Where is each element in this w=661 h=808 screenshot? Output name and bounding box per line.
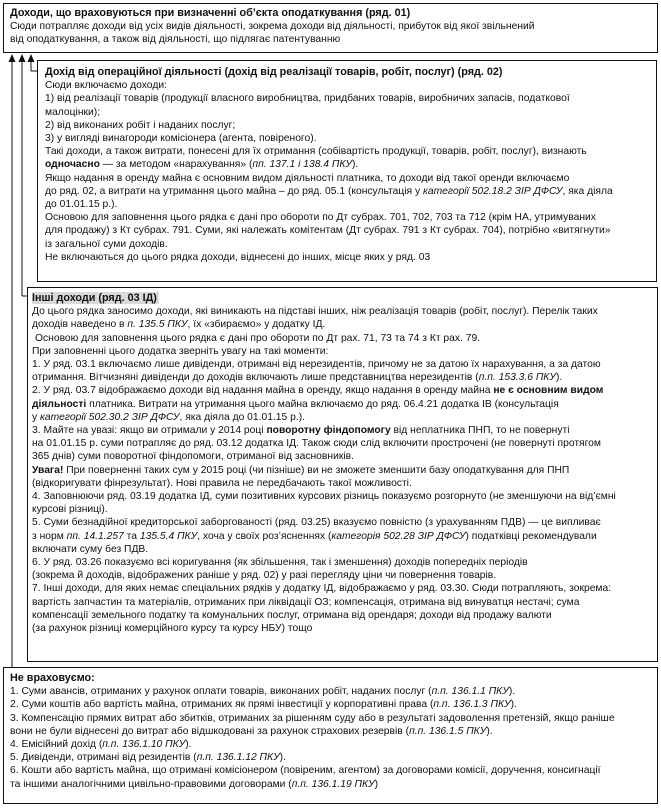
box2-item: 1) від реалізації товарів (продукції власного виробництва, придбаних товарів, виробничих запасів, податкової [45, 93, 570, 105]
box3-item: 1. У ряд. 03.1 включаємо лише дивіденди, отримані від нерезидентів, причому не за датою їх нарахування, а за датою [32, 359, 601, 371]
box3-item: з норм пп. 14.1.257 та 135.5.4 ПКУ, хоча у своїх роз’ясненнях (категорія 502.28 ЗІР ДФСУ) податківці рекомендували [32, 530, 597, 542]
box1-line: Сюди потрапляє доходи від усіх видів діяльності, зокрема доходи від діяльності, прибуток від якої звільнений [10, 21, 535, 33]
box3-item: 6. У ряд. 03.26 показуємо всі коригування (як збільшення, так і зменшення) доходів попередніх періодів [32, 557, 528, 569]
box2-paragraph: одночасно — за методом «нарахування» (пп. 137.1 і 138.4 ПКУ). [45, 159, 359, 171]
box2-paragraph: Основою для заповнення цього рядка є дані про обороти по Дт субрах. 701, 702, 703 та 712 (крім НА, утримуваних [45, 212, 596, 224]
box3-warning: Увага! При поверненні таких сум у 2015 році (чи пізніше) ви не зможете зменшити базу оподаткування для ПНП [32, 464, 570, 476]
arrowhead-right [28, 54, 35, 62]
box3-item: на 01.01.15 р. суми потрапляє до ряд. 03.12 додатка ІД. Також сюди слід включити прострочені (не повернуті протягом [32, 438, 601, 450]
box3-item: отримання. Вітчизняні дивіденди до доходів включають лише представництва нерезидентів (п.п. 153.3.6 ПКУ). [32, 372, 563, 384]
box3-warning: (відкоригувати фінрезультат). Нові правила не передбачають такої можливості. [32, 477, 412, 489]
not-included-item: 2. Суми коштів або вартість майна, отриманих як прямі інвестиції у корпоративні права (п.п. 136.1.3 ПКУ). [10, 699, 517, 711]
box3-item: 365 днів) суми поворотної фіндопомоги, отриманої від засновників. [32, 451, 354, 463]
box2-item: 2) від виконаних робіт і наданих послуг; [45, 119, 236, 131]
box3-item: (за рахунок різниці комерційного курсу та курсу НБУ) тощо [32, 623, 313, 635]
box3-item: вартість запчастин та матеріалів, отриманих при ліквідації ОЗ; компенсація, отримана від винуватця нестачі; сума [32, 596, 580, 608]
not-included-item: та іншими аналогічними цивільно-правовими договорами (п.п. 136.1.19 ПКУ) [10, 778, 379, 790]
operating-income-title: Дохід від операційної діяльності (дохід від реалізації товарів, робіт, послуг) (ряд. 02) [45, 66, 503, 78]
operating-income-box [37, 60, 657, 282]
box3-paragraph: Основою для заповнення цього рядка є дані про обороти по Дт рах. 71, 73 та 74 з Кт рах. 79. [35, 332, 481, 344]
box3-item: включати суму без ПДВ. [32, 543, 149, 555]
arrowhead-left [9, 54, 16, 62]
not-included-item: 1. Суми авансів, отриманих у рахунок оплати товарів, виконаних робіт, наданих послуг (п.п. 136.1.1 ПКУ). [10, 686, 516, 698]
box2-paragraph: до ряд. 02, а витрати на утримання цього майна – до ряд. 05.1 (консультація у категорії 502.18.2 ЗІР ДФСУ, яка діяла [45, 185, 613, 197]
box3-item: у категорії 502.30.2 ЗІР ДФСУ, яка діяла до 01.01.15 р.). [32, 411, 305, 423]
box2-paragraph: Не включаються до цього рядка доходи, віднесені до інших, місце яких у ряд. 03 [45, 251, 431, 263]
not-included-title: Не враховуємо: [10, 672, 95, 684]
box3-item: діяльності платника. Витрати на утримання цього майна включаємо до ряд. 06.4.21 додатка ІВ (консультація [32, 398, 559, 410]
other-income-box [27, 287, 658, 662]
box2-paragraph: до 01.01.15 р.). [45, 199, 118, 211]
box2-paragraph: для продажу) з Кт субрах. 791. Суми, які належать комітентам (Дт субрах. 791 з Кт субрах. 704), потрібно «витягнути» [45, 225, 611, 237]
box3-item: 2. У ряд. 03.7 відображаємо доходи від надання майна в оренду, якщо надання в оренду майна не є основним видом [32, 385, 604, 397]
box3-item: 7. Інші доходи, для яких немає спеціальних рядків у додатку ІД, відображаємо у ряд. 03.30. Сюди потрапляють, зокрема: [32, 583, 612, 595]
box2-intro: Сюди включаємо доходи: [45, 80, 167, 92]
not-included-box [3, 667, 658, 804]
box3-item: (зокрема й доходів, відображених раніше у ряд. 02) у разі перегляду ціни чи повернення товарів. [32, 570, 497, 582]
not-included-item: 4. Емісійний дохід (п.п. 136.1.10 ПКУ). [10, 739, 192, 751]
box3-paragraph: При заповненні цього додатка зверніть увагу на такі моменти: [32, 345, 329, 357]
arrowhead-middle [19, 54, 26, 62]
not-included-item: вони не були віднесені до витрат або відшкодовані за рахунок страхових резервів (п.п. 136.1.5 ПКУ). [10, 725, 493, 737]
not-included-item: 3. Компенсацію прямих витрат або збитків, отриманих за рішенням суду або в результаті задоволення претензій, якщо раніше [10, 712, 615, 724]
box3-item: 4. Заповнюючи ряд. 03.19 додатка ІД, суми позитивних курсових різниць показуємо розгорнуто (не зменшуючи на від’ємні [32, 491, 616, 503]
not-included-item: 5. Дивіденди, отримані від резидентів (п.п. 136.1.12 ПКУ). [10, 752, 286, 764]
income-included-title: Доходи, що враховуються при визначенні об’єкта оподаткування (ряд. 01) [10, 7, 411, 19]
box3-item: компенсації земельного податку та комунальних послуг, отримана від орендаря; доходи від продажу валюти [32, 609, 552, 621]
box2-item: малоцінки); [45, 106, 101, 118]
box3-paragraph: доходів наведено в п. 135.5 ПКУ, їх «збираємо» у додатку ІД. [32, 319, 326, 331]
box3-item: 5. Суми безнадійної кредиторської заборгованості (ряд. 03.25) вказуємо повністю (з урахуванням ПДВ) — це випливає [32, 517, 601, 529]
box2-paragraph: Якщо надання в оренду майна є основним видом діяльності платника, то доходи від такої оренди включаємо [45, 172, 570, 184]
box2-item: 3) у вигляді винагороди комісіонера (агента, повіреного). [45, 133, 317, 145]
box2-paragraph: із загальної суми доходів. [45, 238, 168, 250]
box3-item: курсові різниці). [32, 504, 108, 516]
income-included-box [3, 3, 658, 53]
box3-paragraph: До цього рядка заносимо доходи, які виникають на підставі інших, ніж реалізація товарів (робіт, послуг). Перелік таких [32, 306, 598, 318]
other-income-title: Інші доходи (ряд. 03 ІД) [32, 292, 157, 304]
box2-paragraph: Такі доходи, а також витрати, понесені для їх отримання (собівартість продукції, товарів, робіт, послуг), визнають [45, 146, 587, 158]
not-included-item: 6. Кошти або вартість майна, що отримані комісіонером (повіреним, агентом) за договорами комісії, доручення, консигнації [10, 765, 601, 777]
box1-line: від оподаткування, а також від діяльності, що підлягає патентуванню [10, 34, 341, 46]
box3-item: 3. Майте на увазі: якщо ви отримали у 2014 році поворотну фіндопомогу від неплатника ПНП, то не повернуті [32, 425, 570, 437]
